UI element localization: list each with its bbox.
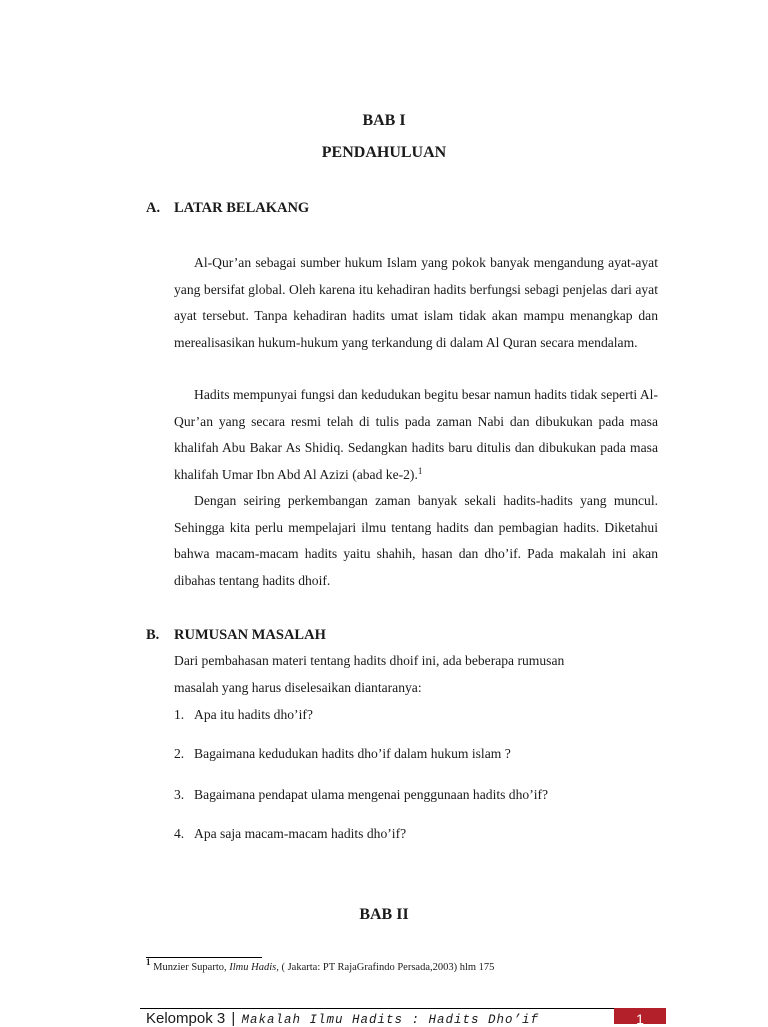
list-item-number: 1. xyxy=(174,707,185,722)
paragraph-3 xyxy=(174,488,658,594)
footer-separator: | xyxy=(231,1010,236,1027)
chapter-title: PENDAHULUAN xyxy=(321,144,447,161)
page-number-badge: 1 xyxy=(614,1008,666,1024)
list-item xyxy=(174,746,511,762)
list-item xyxy=(174,787,548,803)
list-item-number: 2. xyxy=(174,746,185,761)
list-item-number: 4. xyxy=(174,826,185,841)
footnote-publisher: ( Jakarta: PT RajaGrafindo Persada,2003) hlm 175 xyxy=(281,962,495,973)
section-b-intro-line2: masalah yang harus diselesaikan diantaranya: xyxy=(174,680,422,695)
footnote-mark: 1 xyxy=(146,957,151,967)
section-b-letter: B. xyxy=(146,627,160,643)
chapter-heading: BAB I xyxy=(362,112,406,129)
section-a-title: LATAR BELAKANG xyxy=(174,200,310,216)
list-item xyxy=(174,826,406,842)
paragraph-1 xyxy=(174,250,658,356)
list-item-text: Bagaimana kedudukan hadits dho’if dalam hukum islam ? xyxy=(194,746,511,761)
paragraph-3-text: Dengan seiring perkembangan zaman banyak sekali hadits-hadits yang muncul. Sehingga kita perlu mempelajari ilmu tentang hadits dan pembagian hadits. Diketahui bahwa macam-macam hadits yaitu shahih, hasan dan dho’if. Pada makalah ini akan dibahas tentang hadits dhoif. xyxy=(174,493,658,588)
list-item-number: 3. xyxy=(174,787,185,802)
footnote-divider xyxy=(146,957,262,958)
section-b-intro-line1: Dari pembahasan materi tentang hadits dhoif ini, ada beberapa rumusan xyxy=(174,653,565,668)
list-item-text: Bagaimana pendapat ulama mengenai penggunaan hadits dho’if? xyxy=(194,787,549,802)
list-item-text: Apa saja macam-macam hadits dho’if? xyxy=(194,826,407,841)
footer-group: Kelompok 3 xyxy=(146,1010,226,1027)
footnote-reference[interactable]: 1 xyxy=(417,465,423,476)
footnote xyxy=(146,957,495,973)
list-item xyxy=(174,707,313,723)
footer-divider xyxy=(140,1008,614,1009)
footnote-author: Munzier Suparto, xyxy=(153,962,227,973)
section-b-title: RUMUSAN MASALAH xyxy=(174,627,326,643)
list-item-text: Apa itu hadits dho’if? xyxy=(194,707,313,722)
paragraph-1-text: Al-Qur’an sebagai sumber hukum Islam yang pokok banyak mengandung ayat-ayat yang bersifat global. Oleh karena itu kehadiran hadits berfungsi sebagi penjelas dari ayat ayat tersebut. Tanpa kehadiran hadits umat islam tidak akan mampu menangkap dan merealisasikan hukum-hukum yang terkandung di dalam Al Quran secara mendalam. xyxy=(174,255,658,350)
next-chapter-heading: BAB II xyxy=(359,906,409,923)
section-a-letter: A. xyxy=(146,200,161,216)
footer-title: Makalah Ilmu Hadits : Hadits Dho’if xyxy=(241,1013,540,1027)
page-footer xyxy=(146,1010,539,1027)
paragraph-2-text: Hadits mempunyai fungsi dan kedudukan begitu besar namun hadits tidak seperti Al-Qur’an yang secara resmi telah di tulis pada zaman Nabi dan dibukukan pada masa khalifah Abu Bakar As Shidiq. Sedangkan hadits baru ditulis dan dibukukan pada masa khalifah Umar Ibn Abd Al Azizi (abad ke-2). xyxy=(174,387,658,482)
paragraph-2 xyxy=(174,382,658,488)
footnote-book-title: Ilmu Hadis, xyxy=(229,962,279,973)
